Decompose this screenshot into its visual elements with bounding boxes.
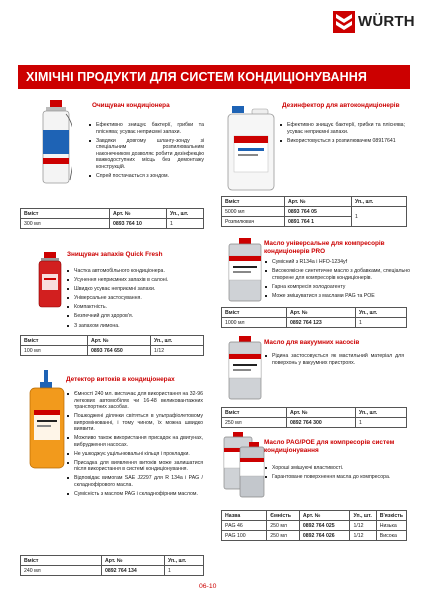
col-header-vmist: Вміст: [222, 308, 287, 318]
feature-item: Ємності 240 мл. вистачає для використання на 32-96 легкових автомобілях чи 16-48 великовантажних транспортних засобах.: [66, 391, 203, 411]
product-image-disinfector: [226, 106, 276, 192]
feature-item: Безпечний для здоров'я.: [66, 313, 198, 320]
product-image-leak-detector: [26, 370, 70, 470]
wurth-logo: [333, 11, 415, 35]
feature-item: Ефективно знищує бактерії, грибки та пліснява; усуває неприємні запахи.: [279, 122, 405, 135]
feature-item: Усунення неприємних запахів в салоні.: [66, 277, 198, 284]
col-header-art: Арт. №: [88, 336, 151, 346]
feature-item: Може змішуватися з маслами PAG та POE: [264, 293, 410, 300]
table-row: 240 мл 0892 764 134 1: [21, 566, 204, 576]
col-header-vmist: Вміст: [21, 556, 102, 566]
product-title-pro-oil: Масло універсальне для компресорів кондиціонерів PRO: [264, 240, 385, 255]
wurth-logo-mark: [333, 11, 355, 33]
spec-table-quick-fresh: [20, 335, 204, 356]
table-row: PAG 100 250 мл 0892 764 026 1/12 Висока: [222, 531, 407, 541]
feature-list-vacuum-oil: [264, 353, 404, 369]
table-row: 5000 мл 0893 764 05 1: [222, 207, 407, 217]
table-row: 300 мл 0893 764 10 1: [21, 219, 204, 229]
product-image-quick-fresh: [36, 252, 64, 308]
product-title-disinfector: Дезинфектор для автокондиціонерів: [282, 102, 400, 109]
feature-item: Ефективно знищує бактерії, грибки та пліснява; усуває неприємні запахи.: [88, 122, 204, 135]
feature-item: Сумісність з маслом PAG і складнофірним маслом.: [66, 491, 203, 498]
col-header-art: Арт. №: [299, 511, 350, 521]
product-title-pag-oil: Масло PAG/POE для компресорів систем кондиціонування: [264, 439, 395, 454]
col-header-vyazkist: В'язкість: [376, 511, 406, 521]
feature-item: Швидко усуває неприємні запахи.: [66, 286, 198, 293]
feature-item: Пошкоджені ділянки світяться в ультрафіолетовому випромінюванні, і тому чином, їх можна швидко виявити.: [66, 413, 203, 433]
page-title: ХІМІЧНІ ПРОДУКТИ ДЛЯ СИСТЕМ КОНДИЦІОНУВАННЯ: [26, 70, 367, 84]
spec-table-leak-detector: [20, 555, 204, 576]
col-header-up: Уп., шт.: [167, 209, 204, 219]
product-image-pro-oil: [226, 238, 264, 302]
section-banner: [18, 65, 410, 89]
feature-item: Хороші змішуючі властивості.: [264, 465, 410, 472]
col-header-art: Арт. №: [110, 209, 167, 219]
feature-list-quick-fresh: [66, 268, 198, 332]
product-image-ac-cleaner: [40, 100, 72, 186]
col-header-yemnist: Ємність: [267, 511, 300, 521]
feature-item: Рідина застосовується як мастильний матеріал для поверхонь у вакуумних пристроях.: [264, 353, 404, 366]
col-header-nazva: Назва: [222, 511, 267, 521]
spec-table-ac-cleaner: [20, 208, 204, 229]
feature-item: Використовується з розпилювачем 08917641: [279, 138, 405, 145]
feature-item: З запахом лимона.: [66, 323, 198, 330]
page-number: 06-10: [199, 583, 217, 590]
table-row: 250 мл 0892 764 300 1: [222, 418, 407, 428]
col-header-art: Арт. №: [102, 556, 165, 566]
feature-item: Частка автомобільного кондиціонера.: [66, 268, 198, 275]
feature-list-pag-oil: [264, 465, 410, 483]
product-title-quick-fresh: Знищувач запахів Quick Fresh: [67, 251, 163, 258]
feature-list-pro-oil: [264, 259, 410, 302]
col-header-up: Уп., шт.: [151, 336, 204, 346]
col-header-up: Уп., шт.: [165, 556, 204, 566]
feature-list-disinfector: [279, 122, 405, 147]
table-row: 1000 мл 0892 764 123 1: [222, 318, 407, 328]
spec-table-vacuum-oil: [221, 407, 407, 428]
spec-table-disinfector: [221, 196, 407, 227]
feature-item: Гарантоване поверхнення масла до компресора.: [264, 474, 410, 481]
col-header-vmist: Вміст: [21, 209, 110, 219]
col-header-up: Уп., шт.: [352, 197, 407, 207]
col-header-art: Арт. №: [287, 308, 356, 318]
wurth-logo-text: WÜRTH: [358, 13, 415, 30]
col-header-vmist: Вміст: [222, 197, 285, 207]
feature-item: Відповідає вимогам SAE J2297 для R 134a і PAG / складнофірового масла.: [66, 475, 203, 488]
feature-item: Високоякісне синтетичне масло з добавками, спеціально створене для компресорів кондиціонерів.: [264, 268, 410, 281]
col-header-up: Уп., шт.: [356, 308, 407, 318]
feature-item: Завдяки довгому шлангу-зонду зі спеціальним розпилювальним наконечником дозволяє робити дезінфекцію важкодоступних місць без демонтажу конструкцій.: [88, 138, 204, 171]
product-title-leak-detector: Детектор витоків в кондиціонерах: [66, 376, 175, 383]
product-image-vacuum-oil: [226, 336, 264, 400]
feature-item: Сумісний з R134a і HFO-1234yf: [264, 259, 410, 266]
col-header-art: Арт. №: [285, 197, 352, 207]
feature-item: Компактність.: [66, 304, 198, 311]
spec-table-pag-oil: [221, 510, 407, 541]
feature-item: Гарна компресія холодоагенту: [264, 284, 410, 291]
product-title-vacuum-oil: Масло для вакуумних насосів: [264, 339, 360, 346]
table-row: 100 мл 0893 764 650 1/12: [21, 346, 204, 356]
feature-item: Можливо також використання присадок на двигунах, вибрудження насосах.: [66, 435, 203, 448]
col-header-vmist: Вміст: [21, 336, 88, 346]
feature-item: Не ушкоджує ущільнювальні кільця і прокладки.: [66, 451, 203, 458]
feature-list-leak-detector: [66, 391, 203, 500]
product-title-ac-cleaner: Очищувач кондиціонера: [92, 102, 170, 109]
spec-table-pro-oil: [221, 307, 407, 328]
feature-item: Присадка для виявлення витоків може залишатися після використання в системі кондиціонування.: [66, 460, 203, 473]
col-header-vmist: Вміст: [222, 408, 287, 418]
feature-item: Універсальне застосування.: [66, 295, 198, 302]
col-header-up: Уп., шт.: [356, 408, 407, 418]
product-image-pag-oil: [222, 430, 266, 500]
table-row: Розпилювач 0891 764 1: [222, 217, 407, 227]
table-row: PAG 46 250 мл 0892 764 025 1/12 Низька: [222, 521, 407, 531]
col-header-art: Арт. №: [287, 408, 356, 418]
feature-item: Спрей постачається з зондом.: [88, 173, 204, 180]
feature-list-ac-cleaner: [88, 122, 204, 182]
col-header-up: Уп., шт.: [350, 511, 376, 521]
